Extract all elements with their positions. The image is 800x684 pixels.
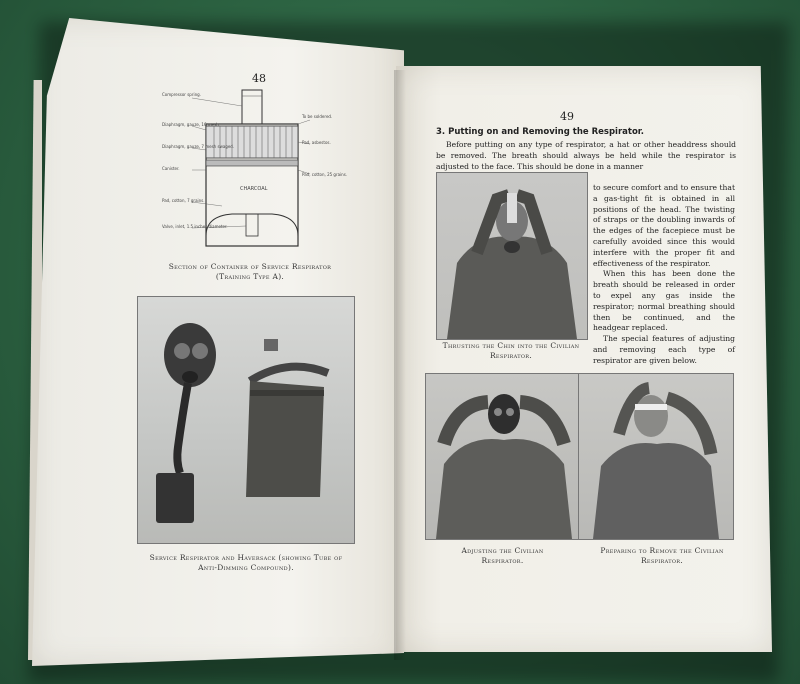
paragraph-col-2: When this has been done the breath should be released in order to expel any gas inside the respirator; normal breathing should then be continued, and the headgear replaced. — [593, 269, 735, 333]
label-to-be-soldered: To be soldered. — [302, 114, 333, 119]
photo3-caption — [582, 546, 742, 566]
photo3-caption-line2: Respirator. — [640, 555, 684, 565]
photo1-caption-line2: Respirator. — [489, 350, 533, 360]
paragraph-full-width — [436, 140, 736, 172]
diagram-caption-line2: (Training Type A). — [215, 271, 285, 281]
photo1-caption-line1: Thrusting the Chin into the Civilian — [442, 341, 580, 350]
paragraph-intro: Before putting on any type of respirator, a hat or other headdress should be removed. The breath should always be held while the respirator is adjusted to the face. This should be done in a manner — [436, 140, 736, 171]
thrusting-chin-illustration — [437, 173, 587, 339]
photo3-caption-line1: Preparing to Remove the Civilian — [600, 546, 724, 555]
left-page-number: 48 — [252, 72, 266, 85]
label-valve-inlet: Valve, inlet, 1.5 inches diameter. — [162, 224, 228, 229]
paragraph-column — [593, 183, 735, 367]
photo1-caption — [436, 341, 586, 361]
diagram-caption-line1: Section of Container of Service Respirator — [168, 262, 332, 271]
paragraph-col-1: to secure comfort and to ensure that a gas-tight fit is obtained in all positions of the head. The twisting of straps or the doubling inwards of the edges of the facepiece must be carefully avoided since this would interfere with the proper fit and effectiveness of the respirator. — [593, 183, 735, 268]
book-gutter — [394, 70, 406, 660]
label-charcoal: CHARCOAL — [240, 186, 268, 192]
label-pad-asbestos: Pad, asbestos. — [302, 140, 331, 145]
photo-caption-left — [128, 553, 364, 573]
section-heading: 3. Putting on and Removing the Respirator. — [436, 127, 645, 137]
photo2-caption — [425, 546, 580, 566]
diagram-caption — [150, 262, 350, 282]
label-canister: Canister. — [162, 166, 180, 171]
photo-caption-left-line2: Anti-Dimming Compound). — [198, 562, 294, 572]
label-diaphragm-7: Diaphragm, gauze, 7 mesh swaged. — [162, 144, 235, 149]
paragraph-col-3: The special features of adjusting and removing each type of respirator are given below. — [593, 334, 735, 365]
label-pad-cotton-right: Pad, cotton, 25 grains. — [302, 172, 348, 177]
label-diaphragm-16: Diaphragm, gauze, 16 mesh. — [162, 122, 221, 127]
canister-section-diagram — [162, 86, 348, 254]
photo2-caption-line1: Adjusting the Civilian — [461, 546, 544, 555]
removing-respirator-photo — [578, 373, 734, 540]
thrusting-chin-photo — [436, 172, 588, 340]
adjusting-respirator-illustration — [426, 374, 581, 539]
label-pad-cotton-left: Pad, cotton, 7 grains. — [162, 198, 205, 203]
respirator-haversack-photo — [137, 296, 355, 544]
respirator-haversack-illustration — [138, 297, 354, 543]
photo2-caption-line2: Respirator. — [481, 555, 524, 565]
photo-caption-left-line1: Service Respirator and Haversack (showing Tube of — [149, 553, 343, 562]
right-page-number: 49 — [560, 110, 574, 123]
removing-respirator-illustration — [579, 374, 733, 539]
label-compressor-spring: Compressor spring. — [162, 92, 201, 97]
adjusting-respirator-photo — [425, 373, 582, 540]
